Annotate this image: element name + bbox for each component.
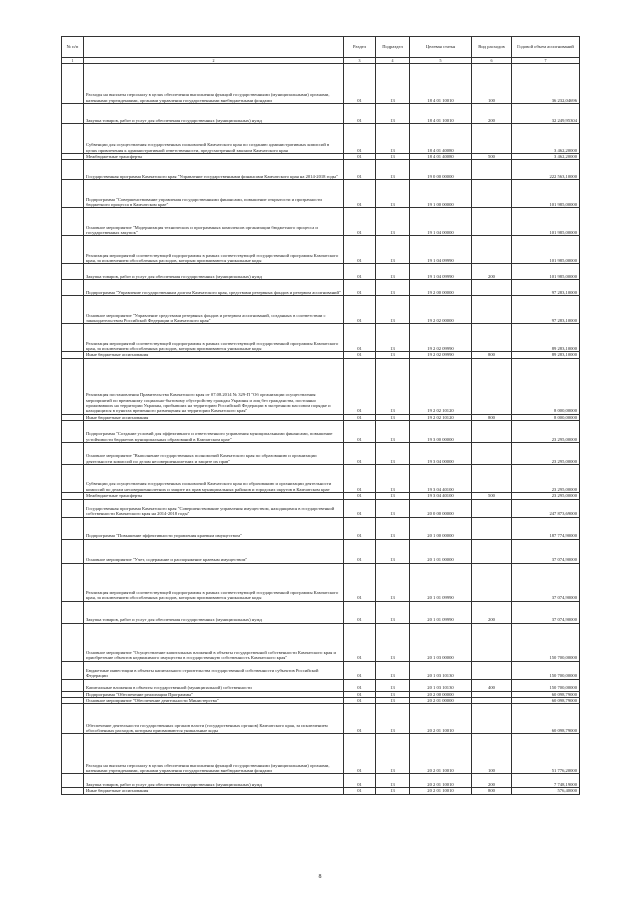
- row-razdel: 01: [344, 358, 376, 414]
- row-index: [62, 280, 84, 296]
- row-expense-type: [472, 324, 512, 352]
- row-target-article: 18 4 01 10010: [410, 104, 472, 124]
- row-podrazdel: 13: [376, 443, 410, 465]
- page-number: 8: [318, 874, 322, 880]
- row-podrazdel: 13: [376, 324, 410, 352]
- row-razdel: 01: [344, 208, 376, 236]
- row-index: [62, 465, 84, 493]
- row-name: Реализация мероприятий соответствующей подпрограммы в рамках соответствующей государственной программы Камчатского края, за исключением обособленных расходов, которым присваиваются уникальные коды: [84, 236, 344, 264]
- row-index: [62, 774, 84, 788]
- table-row: [62, 517, 580, 539]
- row-target-article: 20 1 01 00000: [410, 539, 472, 563]
- row-amount: 36 232,04696: [512, 64, 580, 104]
- row-index: [62, 661, 84, 679]
- row-index: [62, 499, 84, 517]
- table-row: [62, 774, 580, 788]
- row-razdel: 01: [344, 704, 376, 734]
- row-target-article: 19 2 02 09990: [410, 352, 472, 358]
- table-row: [62, 358, 580, 414]
- row-amount: 89 283,10000: [512, 352, 580, 358]
- row-amount: 23 295,00000: [512, 465, 580, 493]
- row-podrazdel: 13: [376, 517, 410, 539]
- table-row: [62, 64, 580, 104]
- row-name: Межбюджетные трансферты: [84, 154, 344, 160]
- row-target-article: 19 1 00 00000: [410, 180, 472, 208]
- row-name: Иные бюджетные ассигнования: [84, 788, 344, 794]
- row-name: Субвенции для осуществления государственных полномочий Камчатского края по созданию административных комиссий в целях привлечения к административной ответственности, предусмотренной законом Камчатского края: [84, 124, 344, 154]
- row-index: [62, 517, 84, 539]
- table-row: [62, 104, 580, 124]
- row-razdel: 01: [344, 64, 376, 104]
- row-razdel: 01: [344, 352, 376, 358]
- row-amount: 7 748,19000: [512, 774, 580, 788]
- table-row: [62, 734, 580, 774]
- row-amount: 23 295,00000: [512, 421, 580, 443]
- row-podrazdel: 13: [376, 208, 410, 236]
- row-target-article: 19 0 00 00000: [410, 160, 472, 180]
- row-name: Расходы на выплаты персоналу в целях обеспечения выполнения функций государственными (муниципальными) органами, казенными учреждениями, органами управления государственными внебюджетными фондами: [84, 64, 344, 104]
- row-amount: 23 295,00000: [512, 443, 580, 465]
- row-target-article: 20 1 00 00000: [410, 517, 472, 539]
- row-podrazdel: 13: [376, 539, 410, 563]
- row-podrazdel: 13: [376, 691, 410, 697]
- row-razdel: 01: [344, 280, 376, 296]
- column-number: 5: [410, 58, 472, 64]
- row-name: Государственная программа Камчатского края "Совершенствование управления имуществом, находящимся в государственной собственности Камчатского края на 2014-2018 годы": [84, 499, 344, 517]
- row-index: [62, 788, 84, 794]
- row-target-article: 20 1 03 00000: [410, 623, 472, 661]
- row-razdel: 01: [344, 324, 376, 352]
- row-expense-type: 500: [472, 493, 512, 499]
- row-target-article: 19 3 04 00000: [410, 443, 472, 465]
- row-amount: 32 249,95304: [512, 104, 580, 124]
- row-name: Подпрограмма "Обеспечение реализации Программы": [84, 691, 344, 697]
- header-podrazdel: Подраздел: [376, 37, 410, 58]
- row-podrazdel: 13: [376, 296, 410, 324]
- row-index: [62, 236, 84, 264]
- row-expense-type: 200: [472, 104, 512, 124]
- row-expense-type: [472, 180, 512, 208]
- row-expense-type: [472, 563, 512, 601]
- table-row: [62, 324, 580, 352]
- header-target-article: Целевая статья: [410, 37, 472, 58]
- row-expense-type: [472, 623, 512, 661]
- table-row: [62, 280, 580, 296]
- row-podrazdel: 13: [376, 704, 410, 734]
- row-expense-type: [472, 124, 512, 154]
- column-number: 7: [512, 58, 580, 64]
- row-index: [62, 539, 84, 563]
- row-target-article: 19 3 04 40100: [410, 465, 472, 493]
- row-target-article: 20 0 00 00000: [410, 499, 472, 517]
- row-expense-type: [472, 704, 512, 734]
- row-index: [62, 264, 84, 280]
- header-razdel: Раздел: [344, 37, 376, 58]
- header-number: № п/п: [62, 37, 84, 58]
- row-expense-type: [472, 443, 512, 465]
- row-index: [62, 443, 84, 465]
- row-razdel: 01: [344, 414, 376, 420]
- row-name: Закупка товаров, работ и услуг для обеспечения государственных (муниципальных) нужд: [84, 264, 344, 280]
- row-razdel: 01: [344, 679, 376, 691]
- table-row: [62, 208, 580, 236]
- row-expense-type: 400: [472, 679, 512, 691]
- row-podrazdel: 13: [376, 358, 410, 414]
- row-expense-type: [472, 236, 512, 264]
- row-name: Государственная программа Камчатского края "Управление государственными финансами Камчатского края на 2014-2018 годы": [84, 160, 344, 180]
- row-amount: 23 295,00000: [512, 493, 580, 499]
- row-amount: 8 000,00000: [512, 414, 580, 420]
- table-row: [62, 465, 580, 493]
- row-target-article: 19 2 02 10120: [410, 358, 472, 414]
- table-row: [62, 679, 580, 691]
- row-razdel: 01: [344, 180, 376, 208]
- row-name: Реализация мероприятий соответствующей подпрограммы в рамках соответствующей государственной программы Камчатского края, за исключением обособленных расходов, которым присваиваются уникальные коды: [84, 324, 344, 352]
- row-amount: 222 563,10000: [512, 160, 580, 180]
- row-amount: 37 074,90000: [512, 539, 580, 563]
- table-row: [62, 601, 580, 623]
- row-amount: 97 283,10000: [512, 296, 580, 324]
- row-target-article: 20 2 01 10010: [410, 788, 472, 794]
- row-razdel: 01: [344, 539, 376, 563]
- row-amount: 60 098,79000: [512, 691, 580, 697]
- table-row: [62, 539, 580, 563]
- row-podrazdel: 13: [376, 774, 410, 788]
- row-expense-type: 100: [472, 64, 512, 104]
- row-name: Закупка товаров, работ и услуг для обеспечения государственных (муниципальных) нужд: [84, 774, 344, 788]
- table-row: [62, 264, 580, 280]
- row-razdel: 01: [344, 296, 376, 324]
- row-amount: 89 283,10000: [512, 324, 580, 352]
- row-expense-type: [472, 661, 512, 679]
- row-expense-type: 100: [472, 734, 512, 774]
- column-number: 1: [62, 58, 84, 64]
- row-name: Подпрограмма "Повышение эффективности управления краевым имуществом": [84, 517, 344, 539]
- row-amount: 51 776,20000: [512, 734, 580, 774]
- row-name: Основное мероприятие "Модернизация технических и программных комплексов организации бюджетного процесса и государственных закупок": [84, 208, 344, 236]
- row-name: Подпрограмма "Управление государственным долгом Камчатского края, средствами резервных фондов и резервом ассигнований": [84, 280, 344, 296]
- row-name: Основное мероприятие "Управление средствами резервных фондов и резервом ассигнований, созданных в соответствии с законодательством Российской Федерации и Камчатского края": [84, 296, 344, 324]
- row-amount: 101 985,00000: [512, 208, 580, 236]
- table-row: [62, 296, 580, 324]
- row-podrazdel: 13: [376, 493, 410, 499]
- row-podrazdel: 13: [376, 104, 410, 124]
- row-name: Обеспечение деятельности государственных органов власти (государственных органов) Камчатского края, за исключением обособленных расходов, которым присваиваются уникальные коды: [84, 704, 344, 734]
- row-name: Основное мероприятие "Учет, содержание и распоряжение краевым имуществом": [84, 539, 344, 563]
- table-row: [62, 661, 580, 679]
- table-row: [62, 563, 580, 601]
- row-podrazdel: 13: [376, 734, 410, 774]
- row-expense-type: 500: [472, 154, 512, 160]
- row-amount: 150 700,00000: [512, 661, 580, 679]
- row-target-article: 19 2 00 00000: [410, 280, 472, 296]
- row-amount: 101 985,00000: [512, 236, 580, 264]
- row-expense-type: 800: [472, 414, 512, 420]
- row-amount: 101 985,00000: [512, 264, 580, 280]
- row-expense-type: [472, 208, 512, 236]
- column-number: 2: [84, 58, 344, 64]
- row-target-article: 19 1 04 09990: [410, 236, 472, 264]
- row-name: Капитальные вложения в объекты государственной (муниципальной) собственности: [84, 679, 344, 691]
- row-amount: 187 774,90000: [512, 517, 580, 539]
- row-podrazdel: 13: [376, 698, 410, 704]
- row-target-article: 18 4 01 40080: [410, 124, 472, 154]
- row-podrazdel: 13: [376, 679, 410, 691]
- row-index: [62, 704, 84, 734]
- row-podrazdel: 13: [376, 154, 410, 160]
- table-row: [62, 623, 580, 661]
- row-podrazdel: 13: [376, 601, 410, 623]
- row-index: [62, 601, 84, 623]
- row-expense-type: [472, 280, 512, 296]
- row-razdel: 01: [344, 623, 376, 661]
- row-index: [62, 734, 84, 774]
- row-amount: 576,40000: [512, 788, 580, 794]
- row-name: Реализация мероприятий соответствующей подпрограммы в рамках соответствующей государственной программы Камчатского края, за исключением обособленных расходов, которым присваиваются уникальные коды: [84, 563, 344, 601]
- row-razdel: 01: [344, 264, 376, 280]
- row-amount: 150 700,00000: [512, 679, 580, 691]
- row-podrazdel: 13: [376, 465, 410, 493]
- row-index: [62, 160, 84, 180]
- table-row: [62, 704, 580, 734]
- header-annual-amount: Годовой объем ассигнований: [512, 37, 580, 58]
- row-target-article: 19 2 02 09990: [410, 324, 472, 352]
- row-podrazdel: 13: [376, 352, 410, 358]
- row-podrazdel: 13: [376, 124, 410, 154]
- row-podrazdel: 13: [376, 64, 410, 104]
- row-index: [62, 421, 84, 443]
- table-header-row: [62, 37, 580, 58]
- row-podrazdel: 13: [376, 160, 410, 180]
- row-target-article: 19 3 04 40100: [410, 493, 472, 499]
- row-index: [62, 208, 84, 236]
- row-podrazdel: 13: [376, 180, 410, 208]
- row-razdel: 01: [344, 160, 376, 180]
- row-target-article: 19 2 02 10120: [410, 414, 472, 420]
- row-amount: 3 462,20000: [512, 154, 580, 160]
- table-row: [62, 180, 580, 208]
- row-target-article: 20 1 01 09990: [410, 563, 472, 601]
- row-target-article: 18 4 01 40080: [410, 154, 472, 160]
- table-row: [62, 421, 580, 443]
- row-index: [62, 679, 84, 691]
- table-row: [62, 160, 580, 180]
- row-name: Реализация постановления Правительства Камчатского края от 07.08.2014 № 329-П "Об организации осуществления мероприятий по временному социально-бытовому обустройству граждан Украины и лиц без гражданства, постоянно проживавших на территории Украины, прибывших на территорию Российской Федерации в экстренном массовом порядке и находящихся в пунктах временного размещения на территории Камчатского края": [84, 358, 344, 414]
- row-name: Основное мероприятие "Выполнение государственных полномочий Камчатского края по образованию и организации деятельности комиссий по делам несовершеннолетних и защите их прав": [84, 443, 344, 465]
- row-razdel: 01: [344, 421, 376, 443]
- row-podrazdel: 13: [376, 499, 410, 517]
- row-name: Расходы на выплаты персоналу в целях обеспечения выполнения функций государственными (муниципальными) органами, казенными учреждениями, органами управления государственными внебюджетными фондами: [84, 734, 344, 774]
- row-amount: 60 098,79000: [512, 704, 580, 734]
- table-row: [62, 499, 580, 517]
- row-target-article: 20 2 01 10010: [410, 704, 472, 734]
- column-number: 4: [376, 58, 410, 64]
- column-number: 3: [344, 58, 376, 64]
- row-index: [62, 104, 84, 124]
- row-expense-type: [472, 499, 512, 517]
- row-podrazdel: 13: [376, 563, 410, 601]
- row-name: Основное мероприятие "Осуществление капитальных вложений в объекты государственной собственности Камчатского края и приобретение объектов недвижимого имущества в государственную собственность Камчатского края": [84, 623, 344, 661]
- row-expense-type: 800: [472, 352, 512, 358]
- row-expense-type: [472, 421, 512, 443]
- row-razdel: 01: [344, 499, 376, 517]
- row-name: Подпрограмма "Создание условий для эффективного и ответственного управления муниципальными финансами, повышение устойчивости бюджетов муниципальных образований в Камчатском крае": [84, 421, 344, 443]
- row-razdel: 01: [344, 104, 376, 124]
- row-expense-type: 200: [472, 601, 512, 623]
- column-number: 6: [472, 58, 512, 64]
- row-amount: 8 000,00000: [512, 358, 580, 414]
- row-razdel: 01: [344, 563, 376, 601]
- row-podrazdel: 13: [376, 788, 410, 794]
- row-podrazdel: 13: [376, 623, 410, 661]
- row-razdel: 01: [344, 601, 376, 623]
- row-razdel: 01: [344, 698, 376, 704]
- header-expense-type: Вид расходов: [472, 37, 512, 58]
- row-name: Межбюджетные трансферты: [84, 493, 344, 499]
- row-razdel: 01: [344, 154, 376, 160]
- row-target-article: 18 4 01 10010: [410, 64, 472, 104]
- row-target-article: 19 1 04 00000: [410, 208, 472, 236]
- row-razdel: 01: [344, 734, 376, 774]
- header-name: [84, 37, 344, 58]
- row-name: Иные бюджетные ассигнования: [84, 352, 344, 358]
- row-podrazdel: 13: [376, 236, 410, 264]
- row-expense-type: 200: [472, 774, 512, 788]
- row-expense-type: [472, 160, 512, 180]
- row-index: [62, 64, 84, 104]
- row-index: [62, 563, 84, 601]
- row-expense-type: [472, 296, 512, 324]
- budget-table: [61, 36, 580, 795]
- row-amount: 37 074,90000: [512, 563, 580, 601]
- row-expense-type: [472, 517, 512, 539]
- row-index: [62, 358, 84, 414]
- table-row: [62, 443, 580, 465]
- row-razdel: 01: [344, 774, 376, 788]
- row-razdel: 01: [344, 443, 376, 465]
- row-amount: 247 873,69000: [512, 499, 580, 517]
- row-target-article: 19 1 04 09990: [410, 264, 472, 280]
- row-name: Субвенции для осуществления государственных полномочий Камчатского края по образованию и организации деятельности комиссий по делам несовершеннолетних и защите их прав муниципальных районов и городских округов в Камчатском крае: [84, 465, 344, 493]
- row-amount: 3 462,20000: [512, 124, 580, 154]
- row-razdel: 01: [344, 517, 376, 539]
- row-amount: 150 700,00000: [512, 623, 580, 661]
- row-amount: 37 074,90000: [512, 601, 580, 623]
- row-target-article: 20 1 03 10130: [410, 679, 472, 691]
- table-row: [62, 236, 580, 264]
- row-name: Бюджетные инвестиции в объекты капитального строительства государственной собственности субъектов Российской Федерации: [84, 661, 344, 679]
- row-expense-type: 200: [472, 264, 512, 280]
- row-razdel: 01: [344, 465, 376, 493]
- row-target-article: 20 2 01 10010: [410, 774, 472, 788]
- row-target-article: 20 2 01 00000: [410, 698, 472, 704]
- row-index: [62, 296, 84, 324]
- row-index: [62, 324, 84, 352]
- row-name: Основное мероприятие "Обеспечение деятельности Министерства": [84, 698, 344, 704]
- table-row: [62, 788, 580, 794]
- row-amount: 60 098,79000: [512, 698, 580, 704]
- row-target-article: 19 3 00 00000: [410, 421, 472, 443]
- row-amount: 101 985,00000: [512, 180, 580, 208]
- table-body: [62, 64, 580, 795]
- row-index: [62, 623, 84, 661]
- row-podrazdel: 13: [376, 280, 410, 296]
- row-expense-type: [472, 358, 512, 414]
- row-index: [62, 124, 84, 154]
- row-target-article: 19 2 02 00000: [410, 296, 472, 324]
- row-target-article: 20 2 00 00000: [410, 691, 472, 697]
- row-razdel: 01: [344, 493, 376, 499]
- row-expense-type: [472, 465, 512, 493]
- row-expense-type: [472, 539, 512, 563]
- row-name: Закупка товаров, работ и услуг для обеспечения государственных (муниципальных) нужд: [84, 601, 344, 623]
- row-podrazdel: 13: [376, 414, 410, 420]
- row-razdel: 01: [344, 691, 376, 697]
- row-target-article: 20 1 01 09990: [410, 601, 472, 623]
- row-index: [62, 180, 84, 208]
- table-row: [62, 124, 580, 154]
- row-razdel: 01: [344, 124, 376, 154]
- row-razdel: 01: [344, 661, 376, 679]
- row-name: Закупка товаров, работ и услуг для обеспечения государственных (муниципальных) нужд: [84, 104, 344, 124]
- row-name: Подпрограмма "Совершенствование управления государственными финансами, повышение открытости и прозрачности бюджетного процесса в Камчатском крае": [84, 180, 344, 208]
- row-amount: 97 283,10000: [512, 280, 580, 296]
- row-razdel: 01: [344, 236, 376, 264]
- row-target-article: 20 2 01 10010: [410, 734, 472, 774]
- row-podrazdel: 13: [376, 264, 410, 280]
- row-target-article: 20 1 03 10130: [410, 661, 472, 679]
- row-podrazdel: 13: [376, 661, 410, 679]
- row-expense-type: 800: [472, 788, 512, 794]
- row-podrazdel: 13: [376, 421, 410, 443]
- row-razdel: 01: [344, 788, 376, 794]
- row-name: Иные бюджетные ассигнования: [84, 414, 344, 420]
